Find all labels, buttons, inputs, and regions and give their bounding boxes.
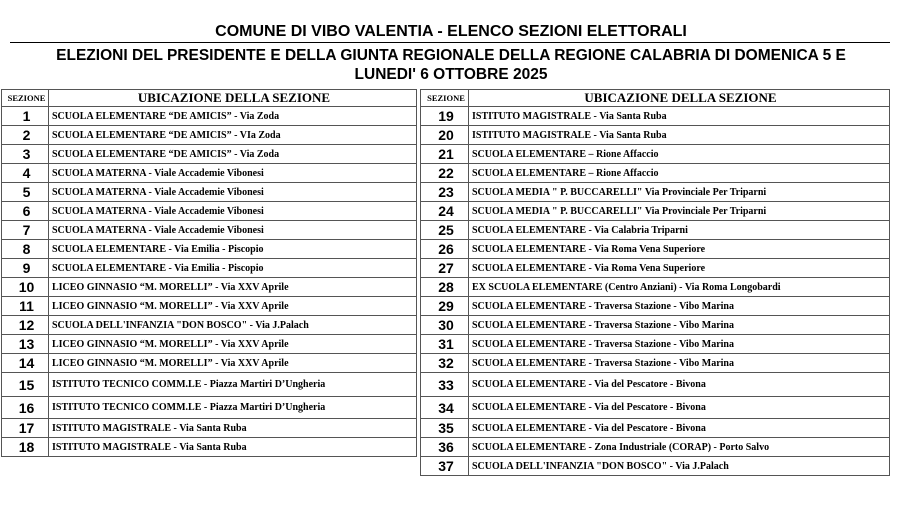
school-name: SCUOLA MEDIA " P. BUCCARELLI"	[472, 186, 643, 198]
table-row	[2, 438, 417, 457]
section-location	[469, 259, 890, 278]
table-row	[421, 164, 890, 183]
school-name: SCUOLA DELL'INFANZIA "DON BOSCO"	[472, 460, 668, 472]
section-number: 18	[2, 438, 49, 457]
section-location	[469, 107, 890, 126]
table-row	[421, 240, 890, 259]
section-location	[469, 419, 890, 438]
school-name: SCUOLA MATERNA	[52, 205, 146, 217]
sections-table-left	[1, 89, 417, 457]
school-name: SCUOLA MATERNA	[52, 186, 146, 198]
school-address: Via XXV Aprile	[220, 357, 289, 369]
table-row	[421, 183, 890, 202]
separator: -	[586, 262, 595, 274]
subtitle-line-1: ELEZIONI DEL PRESIDENTE E DELLA GIUNTA REGIONALE DELLA REGIONE CALABRIA DI DOMENICA 5 E	[56, 47, 846, 64]
table-row	[2, 419, 417, 438]
section-number: 6	[2, 202, 49, 221]
section-location	[49, 438, 417, 457]
table-row	[2, 202, 417, 221]
subtitle-line-2: LUNEDI' 6 OTTOBRE 2025	[354, 66, 548, 83]
school-name: SCUOLA ELEMENTARE	[472, 300, 587, 312]
school-name: SCUOLA MEDIA " P. BUCCARELLI"	[472, 205, 643, 217]
section-location	[469, 183, 890, 202]
school-address: Via Santa Ruba	[179, 441, 247, 453]
table-row	[2, 240, 417, 259]
section-number: 31	[421, 335, 469, 354]
sections-table-right	[420, 89, 890, 476]
section-location	[469, 240, 890, 259]
school-address: Via Provinciale Per Triparni	[644, 205, 767, 217]
table-row	[421, 126, 890, 145]
school-address: Via Provinciale Per Triparni	[644, 186, 767, 198]
separator: -	[586, 224, 595, 236]
separator: -	[586, 338, 595, 350]
table-row	[2, 397, 417, 419]
section-number: 33	[421, 373, 469, 397]
school-address: Via Roma Vena Superiore	[594, 243, 706, 255]
table-row	[2, 278, 417, 297]
section-number: 4	[2, 164, 49, 183]
table-row	[2, 335, 417, 354]
section-location	[469, 221, 890, 240]
table-row	[2, 373, 417, 397]
school-name: ISTITUTO TECNICO COMM.LE	[52, 379, 202, 390]
section-number: 28	[421, 278, 469, 297]
separator: –	[586, 148, 597, 160]
table-header-row	[2, 90, 417, 107]
section-location	[469, 438, 890, 457]
separator: -	[231, 110, 240, 122]
section-number: 25	[421, 221, 469, 240]
section-location	[49, 397, 417, 419]
school-address: Via Zoda	[239, 148, 280, 160]
section-location	[49, 107, 417, 126]
separator: -	[676, 281, 685, 293]
school-name: LICEO GINNASIO “M. MORELLI”	[52, 338, 213, 350]
school-name: SCUOLA ELEMENTARE	[472, 379, 587, 390]
school-address: Viale Accademie Vibonesi	[154, 224, 264, 236]
separator: -	[146, 167, 155, 179]
separator: -	[166, 243, 175, 255]
school-address: Zona Industriale (CORAP) - Porto Salvo	[594, 441, 770, 453]
school-name: ISTITUTO TECNICO COMM.LE	[52, 402, 202, 413]
school-name: SCUOLA ELEMENTARE	[52, 243, 167, 255]
section-number: 36	[421, 438, 469, 457]
school-address: Via XXV Aprile	[220, 281, 289, 293]
section-location	[49, 297, 417, 316]
section-number: 22	[421, 164, 469, 183]
separator: -	[667, 460, 676, 472]
school-name: SCUOLA ELEMENTARE	[472, 402, 587, 413]
separator: -	[247, 319, 256, 331]
section-location	[49, 240, 417, 259]
section-location	[469, 335, 890, 354]
section-location	[49, 259, 417, 278]
school-address: Rione Affaccio	[596, 148, 659, 160]
school-address: Traversa Stazione - Vibo Marina	[594, 357, 734, 369]
section-number: 26	[421, 240, 469, 259]
school-address: Rione Affaccio	[596, 167, 659, 179]
school-name: ISTITUTO MAGISTRALE	[472, 110, 592, 122]
school-address: Traversa Stazione - Vibo Marina	[594, 338, 734, 350]
school-address: Via Calabria Triparni	[594, 224, 688, 236]
section-number: 11	[2, 297, 49, 316]
section-location	[49, 202, 417, 221]
table-row	[2, 354, 417, 373]
section-location	[469, 457, 890, 476]
school-name: SCUOLA DELL'INFANZIA "DON BOSCO"	[52, 319, 248, 331]
section-number: 2	[2, 126, 49, 145]
section-location	[49, 373, 417, 397]
section-number: 9	[2, 259, 49, 278]
separator: -	[212, 281, 221, 293]
section-location	[49, 126, 417, 145]
table-row	[421, 457, 890, 476]
school-address: Via J.Palach	[675, 460, 729, 472]
separator: -	[591, 129, 600, 141]
separator: -	[586, 402, 595, 413]
section-location	[469, 164, 890, 183]
section-number: 10	[2, 278, 49, 297]
school-name: EX SCUOLA ELEMENTARE (Centro Anziani)	[472, 281, 677, 293]
separator: -	[166, 262, 175, 274]
separator: -	[201, 379, 210, 390]
school-name: ISTITUTO MAGISTRALE	[52, 441, 172, 453]
section-location	[469, 278, 890, 297]
table-row	[2, 183, 417, 202]
school-name: ISTITUTO MAGISTRALE	[472, 129, 592, 141]
table-row	[2, 126, 417, 145]
school-address: Via Santa Ruba	[179, 422, 247, 434]
title-divider	[10, 42, 890, 43]
section-number: 1	[2, 107, 49, 126]
section-location	[469, 316, 890, 335]
section-number: 12	[2, 316, 49, 335]
separator: -	[212, 338, 221, 350]
table-row	[2, 297, 417, 316]
table-row	[421, 397, 890, 419]
school-name: SCUOLA ELEMENTARE	[472, 262, 587, 274]
school-name: SCUOLA ELEMENTARE	[472, 338, 587, 350]
school-name: LICEO GINNASIO “M. MORELLI”	[52, 281, 213, 293]
section-location	[49, 419, 417, 438]
table-row	[2, 107, 417, 126]
separator: -	[586, 243, 595, 255]
section-number: 29	[421, 297, 469, 316]
separator: -	[171, 422, 180, 434]
table-row	[421, 373, 890, 397]
section-location	[469, 397, 890, 419]
section-number: 37	[421, 457, 469, 476]
school-address: Piazza Martiri D’Ungheria	[209, 402, 326, 413]
table-row	[421, 145, 890, 164]
school-name: SCUOLA ELEMENTARE	[472, 224, 587, 236]
table-row	[2, 164, 417, 183]
section-location	[49, 278, 417, 297]
column-header-ubicazione: UBICAZIONE DELLA SEZIONE	[469, 90, 890, 107]
table-row	[421, 278, 890, 297]
section-location	[49, 145, 417, 164]
separator: -	[171, 441, 180, 453]
section-location	[49, 354, 417, 373]
section-number: 5	[2, 183, 49, 202]
separator: -	[212, 300, 221, 312]
section-number: 19	[421, 107, 469, 126]
school-address: Via del Pescatore - Bivona	[594, 422, 706, 434]
school-name: LICEO GINNASIO “M. MORELLI”	[52, 300, 213, 312]
table-row	[421, 297, 890, 316]
section-location	[49, 316, 417, 335]
school-name: SCUOLA ELEMENTARE	[472, 167, 587, 179]
separator: -	[146, 224, 155, 236]
column-header-sezione: SEZIONE	[2, 90, 49, 107]
section-number: 15	[2, 373, 49, 397]
separator: -	[231, 148, 240, 160]
school-address: Via Roma Longobardi	[684, 281, 781, 293]
section-number: 16	[2, 397, 49, 419]
school-name: SCUOLA ELEMENTARE	[472, 243, 587, 255]
section-number: 8	[2, 240, 49, 259]
section-location	[49, 164, 417, 183]
section-number: 14	[2, 354, 49, 373]
section-number: 32	[421, 354, 469, 373]
section-location	[469, 145, 890, 164]
school-address: VIa Zoda	[239, 129, 281, 141]
school-name: SCUOLA ELEMENTARE	[472, 441, 587, 453]
section-number: 13	[2, 335, 49, 354]
separator: -	[586, 319, 595, 331]
section-number: 3	[2, 145, 49, 164]
separator: –	[586, 167, 597, 179]
table-row	[421, 419, 890, 438]
separator: -	[146, 186, 155, 198]
separator: -	[212, 357, 221, 369]
school-name: SCUOLA ELEMENTARE	[472, 148, 587, 160]
school-name: SCUOLA ELEMENTARE	[52, 262, 167, 274]
school-name: SCUOLA ELEMENTARE	[472, 319, 587, 331]
section-location	[49, 221, 417, 240]
section-location	[469, 354, 890, 373]
section-location	[469, 373, 890, 397]
school-name: SCUOLA MATERNA	[52, 224, 146, 236]
column-header-sezione: SEZIONE	[421, 90, 469, 107]
separator: -	[586, 379, 595, 390]
separator: -	[591, 110, 600, 122]
school-name: SCUOLA ELEMENTARE “DE AMICIS”	[52, 129, 232, 141]
section-number: 21	[421, 145, 469, 164]
section-location	[469, 126, 890, 145]
section-number: 27	[421, 259, 469, 278]
table-row	[421, 202, 890, 221]
table-row	[421, 438, 890, 457]
table-row	[421, 259, 890, 278]
school-address: Via J.Palach	[255, 319, 309, 331]
school-address: Via del Pescatore - Bivona	[594, 379, 706, 390]
section-location	[49, 183, 417, 202]
school-address: Piazza Martiri D’Ungheria	[209, 379, 326, 390]
separator: -	[231, 129, 240, 141]
section-number: 35	[421, 419, 469, 438]
section-number: 30	[421, 316, 469, 335]
table-row	[2, 221, 417, 240]
document-subtitle	[0, 46, 902, 84]
school-address: Via Santa Ruba	[599, 129, 667, 141]
table-row	[421, 221, 890, 240]
school-name: SCUOLA ELEMENTARE	[472, 357, 587, 369]
school-name: SCUOLA ELEMENTARE “DE AMICIS”	[52, 110, 232, 122]
section-location	[469, 202, 890, 221]
table-row	[421, 316, 890, 335]
school-name: SCUOLA ELEMENTARE	[472, 422, 587, 434]
document-title: COMUNE DI VIBO VALENTIA - ELENCO SEZIONI ELETTORALI	[215, 23, 687, 40]
separator: -	[586, 357, 595, 369]
table-row	[421, 354, 890, 373]
table-row	[2, 145, 417, 164]
separator: -	[586, 441, 595, 453]
school-name: LICEO GINNASIO “M. MORELLI”	[52, 357, 213, 369]
table-row	[2, 316, 417, 335]
section-number: 34	[421, 397, 469, 419]
table-row	[2, 259, 417, 278]
column-header-ubicazione: UBICAZIONE DELLA SEZIONE	[49, 90, 417, 107]
school-address: Via Santa Ruba	[599, 110, 667, 122]
table-header-row	[421, 90, 890, 107]
table-row	[421, 107, 890, 126]
school-name: SCUOLA ELEMENTARE “DE AMICIS”	[52, 148, 232, 160]
school-name: SCUOLA MATERNA	[52, 167, 146, 179]
section-number: 24	[421, 202, 469, 221]
school-address: Traversa Stazione - Vibo Marina	[594, 319, 734, 331]
section-location	[49, 335, 417, 354]
school-address: Via Zoda	[239, 110, 280, 122]
school-address: Via XXV Aprile	[220, 338, 289, 350]
school-address: Viale Accademie Vibonesi	[154, 167, 264, 179]
school-address: Via Emilia - Piscopio	[174, 243, 264, 255]
section-number: 20	[421, 126, 469, 145]
separator: -	[146, 205, 155, 217]
section-location	[469, 297, 890, 316]
school-name: ISTITUTO MAGISTRALE	[52, 422, 172, 434]
separator: -	[586, 300, 595, 312]
table-row	[421, 335, 890, 354]
school-address: Traversa Stazione - Vibo Marina	[594, 300, 734, 312]
school-address: Via XXV Aprile	[220, 300, 289, 312]
section-number: 7	[2, 221, 49, 240]
school-address: Viale Accademie Vibonesi	[154, 186, 264, 198]
school-address: Via del Pescatore - Bivona	[594, 402, 706, 413]
school-address: Via Emilia - Piscopio	[174, 262, 264, 274]
section-number: 23	[421, 183, 469, 202]
separator: -	[586, 422, 595, 434]
separator: -	[201, 402, 210, 413]
school-address: Viale Accademie Vibonesi	[154, 205, 264, 217]
school-address: Via Roma Vena Superiore	[594, 262, 706, 274]
section-number: 17	[2, 419, 49, 438]
